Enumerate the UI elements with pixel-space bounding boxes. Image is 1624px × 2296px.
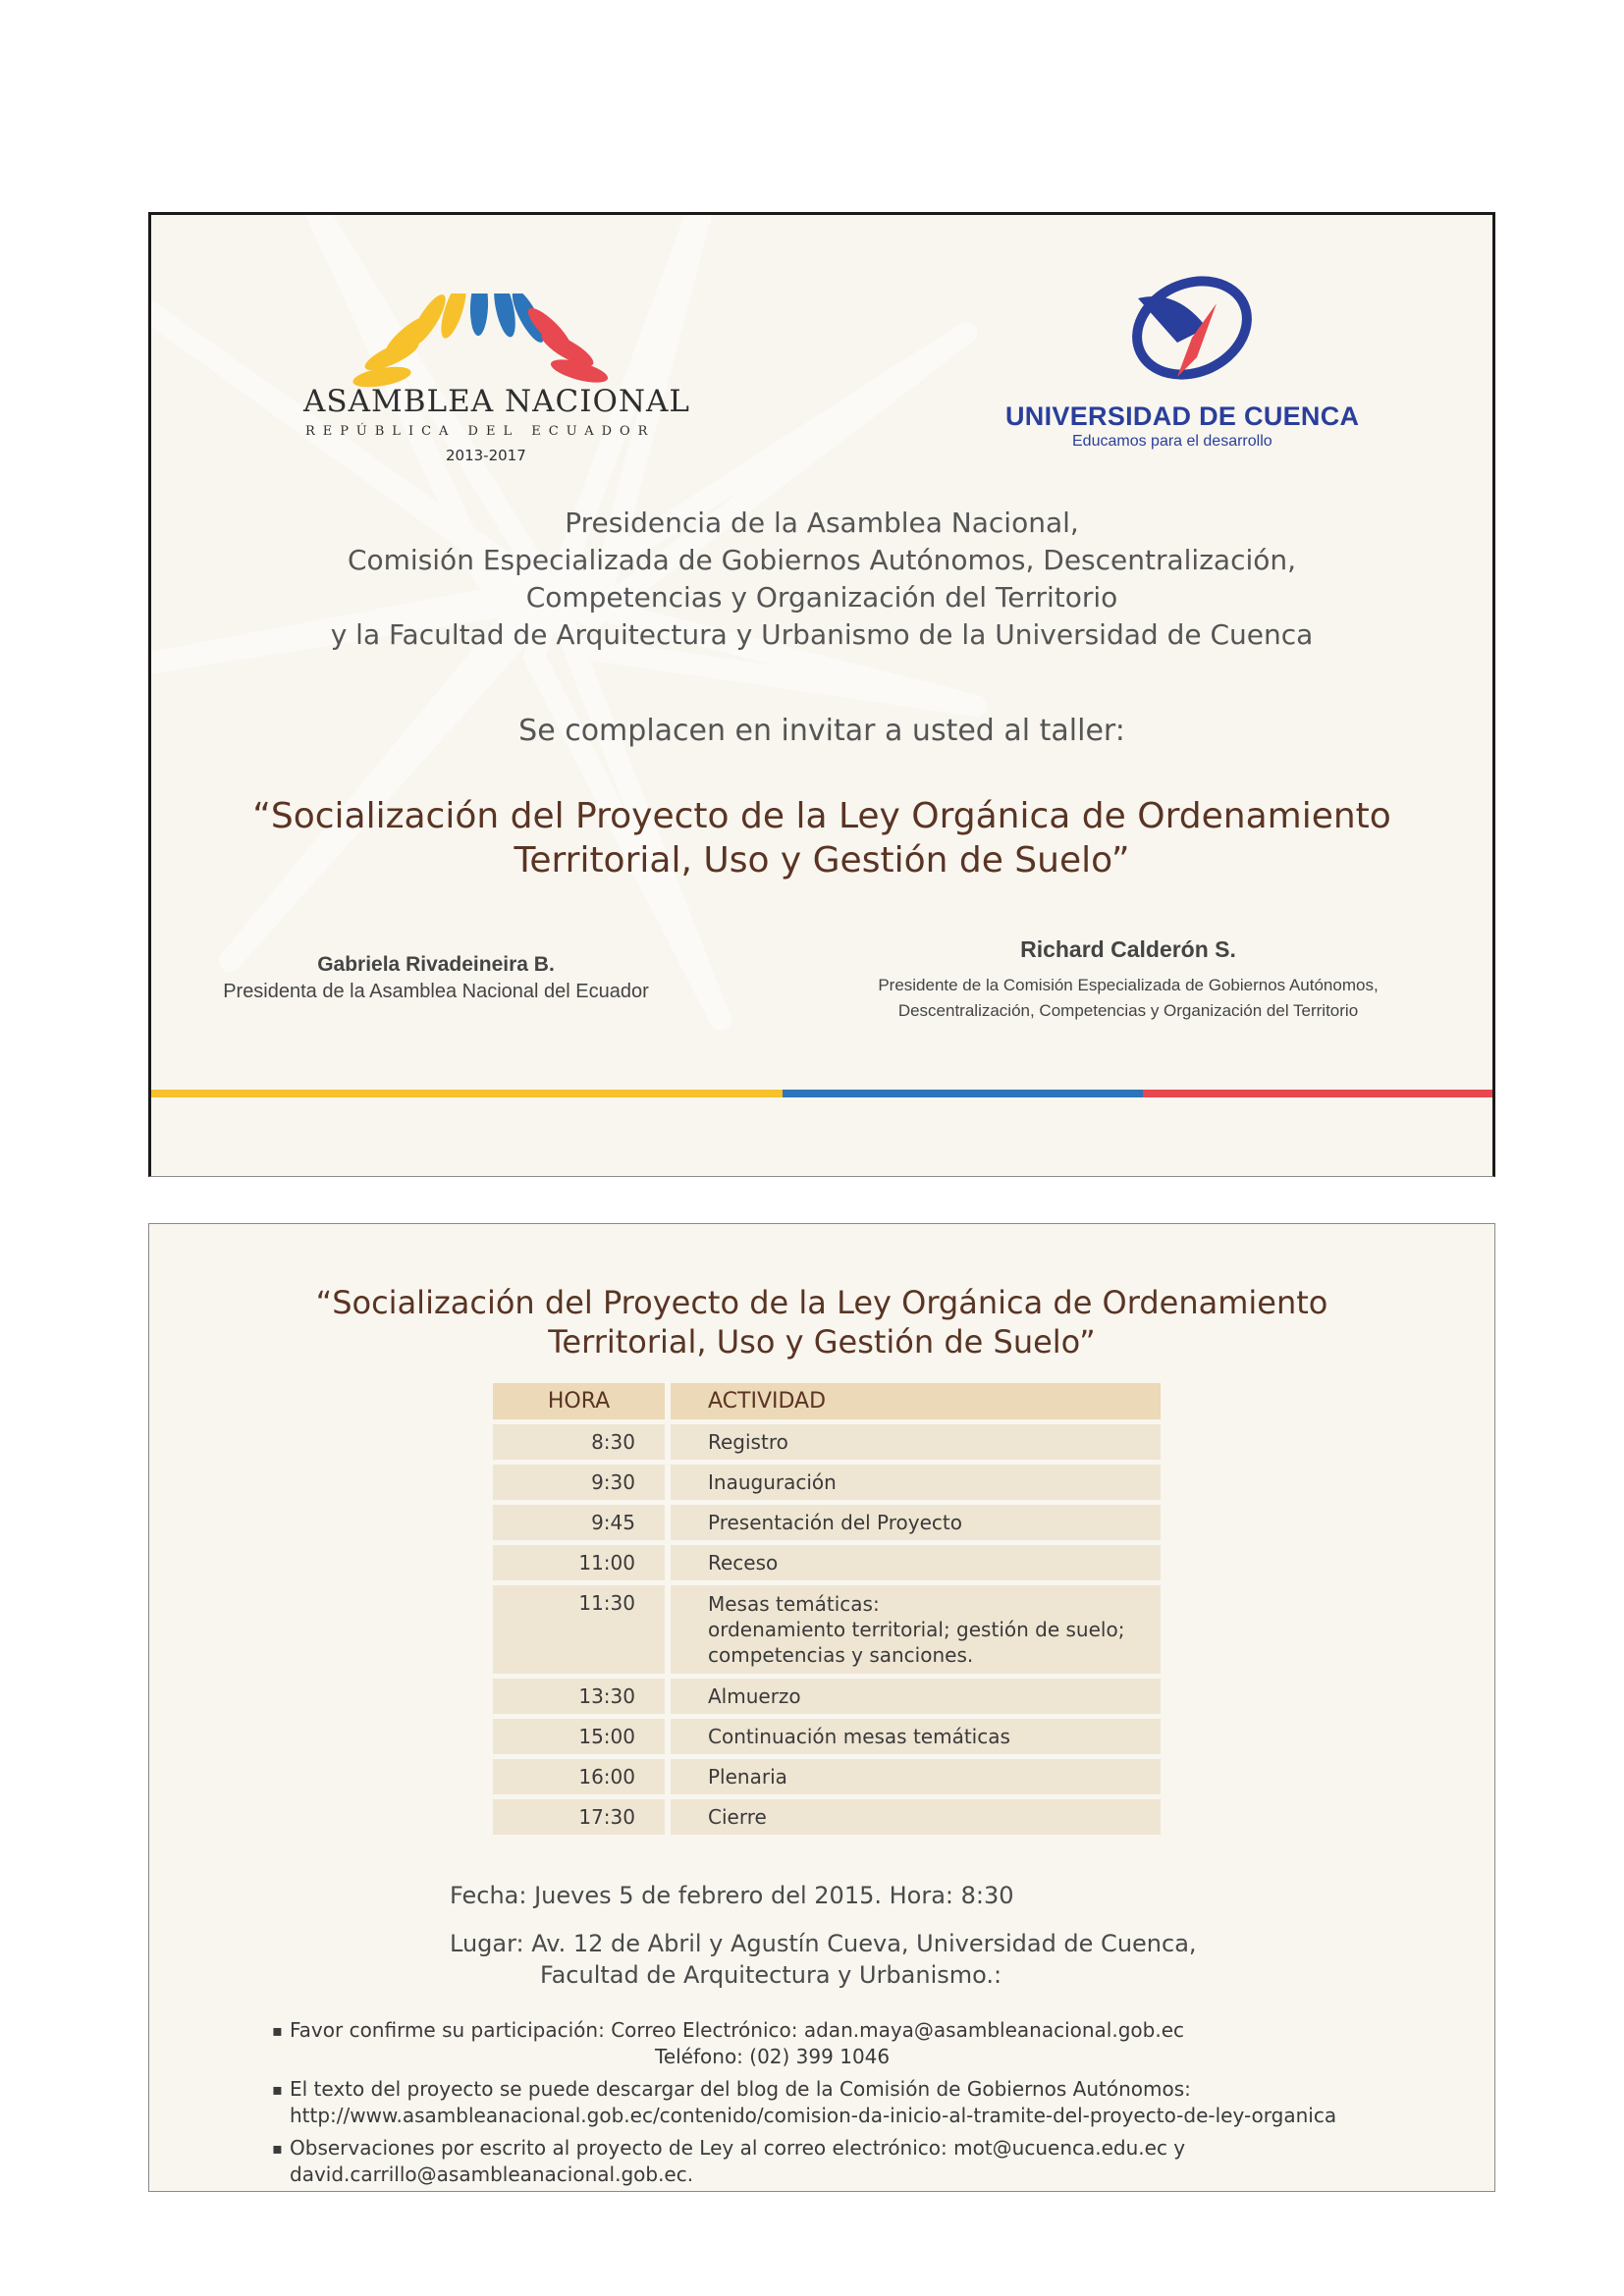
schedule-time: 8:30 xyxy=(493,1424,665,1460)
activity-line: competencias y sanciones. xyxy=(708,1643,974,1667)
event-title-line: “Socialización del Proyecto de la Ley Orgánica de Ordenamiento xyxy=(252,796,1391,836)
schedule-time: 11:30 xyxy=(493,1585,665,1674)
schedule-row xyxy=(493,1465,1161,1500)
note-email: david.carrillo@asambleanacional.gob.ec. xyxy=(290,2163,694,2186)
program-card xyxy=(148,1223,1495,2192)
schedule-time: 16:00 xyxy=(493,1759,665,1794)
note-item xyxy=(272,2017,1336,2070)
stripe-blue xyxy=(783,1090,1143,1097)
schedule-row xyxy=(493,1799,1161,1835)
location-line: Facultad de Arquitectura y Urbanismo.: xyxy=(540,1961,1002,1989)
event-date: Fecha: Jueves 5 de febrero del 2015. Hora: 8:30 xyxy=(450,1882,1014,1909)
invite-text: Se complacen en invitar a usted al taller: xyxy=(518,714,1125,748)
activity-line: Mesas temáticas: xyxy=(708,1592,880,1616)
schedule-row xyxy=(493,1679,1161,1714)
signatory-name: Richard Calderón S. xyxy=(1020,936,1236,962)
program-title-line: Territorial, Uso y Gestión de Suelo” xyxy=(548,1323,1096,1361)
activity-line: Cierre xyxy=(708,1805,767,1829)
signatory-role-line: Descentralización, Competencias y Organización del Territorio xyxy=(897,1001,1359,1020)
note-text: Favor confirme su participación: Correo Electrónico: adan.maya@asambleanacional.gob.ec xyxy=(290,2018,1185,2042)
stripe-red xyxy=(1143,1090,1495,1097)
signatory-name: Gabriela Rivadeineira B. xyxy=(317,953,555,976)
host-organizations xyxy=(151,505,1492,654)
location-line: Lugar: Av. 12 de Abril y Agustín Cueva, Universidad de Cuenca, xyxy=(450,1930,1197,1957)
schedule-time: 11:00 xyxy=(493,1545,665,1580)
schedule-row xyxy=(493,1759,1161,1794)
note-item xyxy=(272,2076,1336,2129)
note-phone: Teléfono: (02) 399 1046 xyxy=(655,2045,891,2068)
activity-line: Inauguración xyxy=(708,1470,837,1494)
host-line: y la Facultad de Arquitectura y Urbanismo de la Universidad de Cuenca xyxy=(330,618,1314,651)
header-hora: HORA xyxy=(493,1383,665,1419)
event-title-line: Territorial, Uso y Gestión de Suelo” xyxy=(514,840,1130,881)
universidad-slogan: Educamos para el desarrollo xyxy=(1072,433,1272,450)
schedule-body xyxy=(493,1424,1161,1835)
program-title-line: “Socialización del Proyecto de la Ley Orgánica de Ordenamiento xyxy=(315,1284,1328,1321)
host-line: Competencias y Organización del Territorio xyxy=(525,581,1118,614)
schedule-time: 15:00 xyxy=(493,1719,665,1754)
blog-link[interactable]: http://www.asambleanacional.gob.ec/contenido/comision-da-inicio-al-tramite-del-proyecto-de-ley-organica xyxy=(290,2104,1337,2127)
schedule-activity xyxy=(671,1799,1161,1835)
activity-line: Continuación mesas temáticas xyxy=(708,1725,1010,1748)
invitation-card xyxy=(148,212,1495,1177)
asamblea-subtitle: REPÚBLICA DEL ECUADOR xyxy=(305,424,656,439)
asamblea-name: ASAMBLEA NACIONAL xyxy=(303,384,690,419)
bullet-icon: ▪ xyxy=(272,2139,283,2158)
universidad-logo-icon xyxy=(1118,269,1266,387)
schedule-activity xyxy=(671,1759,1161,1794)
signatory-role-line: Presidente de la Comisión Especializada de Gobiernos Autónomos, xyxy=(878,976,1379,994)
activity-line: Presentación del Proyecto xyxy=(708,1511,962,1534)
schedule-row xyxy=(493,1545,1161,1580)
host-line: Comisión Especializada de Gobiernos Autónomos, Descentralización, xyxy=(347,544,1297,576)
stripe-yellow xyxy=(151,1090,783,1097)
schedule-activity xyxy=(671,1545,1161,1580)
bullet-icon: ▪ xyxy=(272,2021,283,2040)
activity-line: Registro xyxy=(708,1430,788,1454)
schedule-row xyxy=(493,1585,1161,1674)
header-actividad: ACTIVIDAD xyxy=(671,1383,1161,1419)
schedule-header-row xyxy=(493,1383,1161,1419)
event-title xyxy=(151,794,1492,882)
schedule-activity xyxy=(671,1465,1161,1500)
host-line: Presidencia de la Asamblea Nacional, xyxy=(565,507,1079,539)
universidad-name: UNIVERSIDAD DE CUENCA xyxy=(1005,401,1360,431)
note-text: Observaciones por escrito al proyecto de Ley al correo electrónico: mot@ucuenca.edu.ec y xyxy=(290,2136,1186,2160)
schedule-time: 9:45 xyxy=(493,1505,665,1540)
schedule-activity xyxy=(671,1424,1161,1460)
event-location xyxy=(450,1928,1197,1991)
schedule-time: 13:30 xyxy=(493,1679,665,1714)
activity-line: Plenaria xyxy=(708,1765,787,1789)
schedule-row xyxy=(493,1424,1161,1460)
schedule-table xyxy=(493,1378,1161,1840)
note-text: El texto del proyecto se puede descargar del blog de la Comisión de Gobiernos Autónomos: xyxy=(290,2077,1191,2101)
schedule-activity xyxy=(671,1505,1161,1540)
schedule-activity xyxy=(671,1585,1161,1674)
activity-line: Receso xyxy=(708,1551,779,1575)
signatory-1 xyxy=(210,953,662,1003)
schedule-activity xyxy=(671,1679,1161,1714)
schedule-time: 9:30 xyxy=(493,1465,665,1500)
notes-list xyxy=(272,2017,1336,2192)
program-title xyxy=(149,1283,1494,1362)
schedule-row xyxy=(493,1719,1161,1754)
signatory-role: Presidenta de la Asamblea Nacional del Ecuador xyxy=(223,981,649,1002)
schedule-time: 17:30 xyxy=(493,1799,665,1835)
signatory-2 xyxy=(819,936,1437,1024)
schedule-row xyxy=(493,1505,1161,1540)
activity-line: ordenamiento territorial; gestión de suelo; xyxy=(708,1618,1125,1641)
note-item xyxy=(272,2135,1336,2188)
schedule-activity xyxy=(671,1719,1161,1754)
activity-line: Almuerzo xyxy=(708,1684,801,1708)
bullet-icon: ▪ xyxy=(272,2080,283,2099)
asamblea-years: 2013-2017 xyxy=(446,447,526,464)
